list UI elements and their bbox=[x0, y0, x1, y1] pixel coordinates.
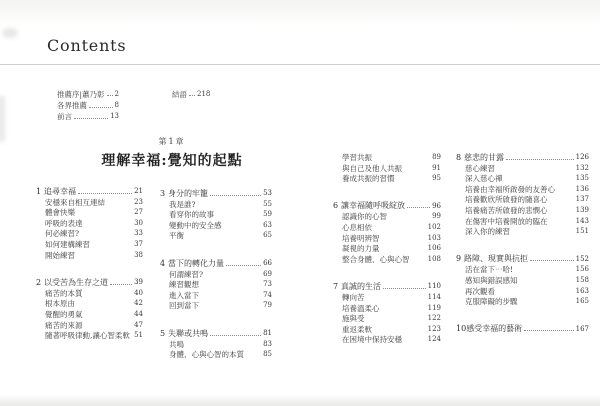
toc-column-1 bbox=[36, 185, 143, 340]
toc-item bbox=[333, 151, 441, 162]
toc-item bbox=[333, 221, 441, 232]
section-number: 6 bbox=[333, 201, 339, 211]
front-matter-label: 結語 bbox=[172, 89, 187, 99]
item-page: 40 bbox=[134, 288, 143, 297]
toc-item bbox=[36, 206, 143, 217]
item-page: 47 bbox=[134, 320, 143, 329]
item-page: 99 bbox=[432, 212, 441, 221]
item-label: 痛苦的本質 bbox=[45, 288, 83, 298]
dotted-leader bbox=[524, 330, 573, 331]
item-page: 158 bbox=[575, 276, 589, 285]
dotted-leader bbox=[506, 159, 574, 160]
item-label: 隨著呼吸律動,讓心智柔軟 bbox=[45, 331, 130, 341]
front-matter-entry bbox=[57, 98, 119, 109]
dotted-leader bbox=[530, 260, 574, 261]
toc-item bbox=[333, 172, 441, 183]
toc-item bbox=[160, 268, 272, 279]
item-label: 學習共振 bbox=[342, 153, 372, 163]
section-title: 感受幸福的藝術 bbox=[466, 324, 523, 334]
section-title: 失聯或共鳴 bbox=[168, 328, 208, 338]
toc-item bbox=[36, 227, 143, 238]
toc-item bbox=[456, 215, 589, 226]
chapter-heading bbox=[88, 136, 256, 170]
item-label: 心息相依 bbox=[342, 223, 372, 233]
item-label: 身體、心與心智的本質 bbox=[169, 350, 244, 360]
item-label: 慈心練習 bbox=[465, 163, 495, 173]
toc-item bbox=[36, 249, 143, 260]
toc-section bbox=[36, 185, 143, 259]
toc-item bbox=[36, 196, 143, 207]
item-label: 培養歡欣所啟發的隨喜心 bbox=[465, 195, 548, 205]
section-page: 167 bbox=[575, 324, 589, 333]
toc-item bbox=[333, 302, 441, 313]
toc-item bbox=[333, 232, 441, 243]
item-label: 我是誰? bbox=[169, 199, 196, 209]
front-matter-label: 前言 bbox=[57, 112, 72, 122]
item-label: 呼吸的表達 bbox=[45, 218, 83, 228]
item-page: 91 bbox=[432, 163, 441, 172]
dotted-leader bbox=[110, 284, 132, 285]
section-page: 21 bbox=[134, 187, 143, 196]
item-label: 感知與錯誤感知 bbox=[465, 276, 518, 286]
toc-item bbox=[333, 312, 441, 323]
toc-section bbox=[333, 151, 441, 183]
toc-section-heading bbox=[160, 257, 272, 268]
item-page: 151 bbox=[575, 227, 589, 236]
section-number: 1 bbox=[36, 186, 42, 196]
toc-item bbox=[36, 319, 143, 330]
item-page: 74 bbox=[263, 290, 272, 299]
item-label: 深入你的練習 bbox=[465, 227, 510, 237]
toc-item bbox=[36, 308, 143, 319]
section-title: 讓幸福隨呼吸綻放 bbox=[341, 201, 405, 211]
item-label: 活在當下⋯哈! bbox=[465, 265, 514, 275]
toc-item bbox=[36, 238, 143, 249]
item-label: 體會快樂 bbox=[45, 208, 75, 218]
item-label: 培養痛苦所啟發的悲憫心 bbox=[465, 206, 548, 216]
toc-item bbox=[160, 219, 272, 230]
item-label: 培養明辨智 bbox=[342, 233, 380, 243]
item-label: 何必練習? bbox=[45, 229, 80, 239]
item-page: 59 bbox=[263, 210, 272, 219]
item-page: 132 bbox=[575, 163, 589, 172]
item-page: 137 bbox=[575, 195, 589, 204]
item-page: 30 bbox=[134, 218, 143, 227]
item-label: 培養溫柔心 bbox=[342, 303, 380, 313]
item-page: 119 bbox=[427, 303, 441, 312]
toc-item bbox=[456, 204, 589, 215]
item-page: 38 bbox=[134, 250, 143, 259]
toc-section-heading bbox=[36, 185, 143, 196]
item-label: 施與受 bbox=[342, 314, 365, 324]
item-label: 痛苦的來源 bbox=[45, 320, 83, 330]
item-page: 73 bbox=[263, 280, 272, 289]
item-page: 27 bbox=[134, 208, 143, 217]
section-number: 4 bbox=[160, 258, 166, 268]
toc-item bbox=[160, 208, 272, 219]
section-title: 真誠的生活 bbox=[341, 281, 381, 291]
toc-item bbox=[333, 291, 441, 302]
toc-item bbox=[160, 229, 272, 240]
toc-section-heading bbox=[456, 253, 589, 264]
item-label: 進入當下 bbox=[169, 290, 199, 300]
toc-item bbox=[160, 299, 272, 310]
item-label: 重返柔軟 bbox=[342, 324, 372, 334]
item-page: 123 bbox=[427, 324, 441, 333]
toc-section bbox=[333, 280, 441, 344]
section-number: 7 bbox=[333, 281, 339, 291]
item-page: 55 bbox=[263, 199, 272, 208]
toc-item bbox=[333, 210, 441, 221]
section-number: 9 bbox=[456, 254, 462, 264]
toc-item bbox=[160, 198, 272, 209]
item-label: 養成共振的習慣 bbox=[342, 174, 395, 184]
front-matter-page: 218 bbox=[197, 89, 211, 98]
section-page: 96 bbox=[432, 201, 441, 210]
scan-smudge bbox=[2, 28, 18, 38]
toc-section-heading bbox=[36, 276, 143, 287]
section-page: 53 bbox=[263, 189, 272, 198]
toc-item bbox=[160, 278, 272, 289]
section-page: 66 bbox=[263, 259, 272, 268]
front-matter-page: 8 bbox=[114, 101, 119, 110]
toc-item bbox=[160, 289, 272, 300]
item-label: 平衡 bbox=[169, 231, 184, 241]
dotted-leader bbox=[407, 207, 430, 208]
item-label: 何謂練習? bbox=[169, 269, 204, 279]
toc-item bbox=[160, 338, 272, 349]
toc-item bbox=[456, 274, 589, 285]
item-page: 103 bbox=[427, 233, 441, 242]
toc-item bbox=[333, 253, 441, 264]
item-label: 開始練習 bbox=[45, 250, 75, 260]
chapter-title: 理解幸福:覺知的起點 bbox=[101, 153, 243, 169]
toc-item bbox=[456, 285, 589, 296]
item-page: 102 bbox=[427, 223, 441, 232]
front-matter-column-2 bbox=[172, 87, 210, 98]
toc-section-heading bbox=[456, 323, 589, 334]
toc-section-heading bbox=[333, 200, 441, 211]
item-label: 在困境中保持安穩 bbox=[342, 335, 402, 345]
item-page: 69 bbox=[263, 269, 272, 278]
item-page: 143 bbox=[575, 216, 589, 225]
item-label: 練習觀想 bbox=[169, 280, 199, 290]
toc-item bbox=[456, 295, 589, 306]
item-label: 看穿你的故事 bbox=[169, 210, 214, 220]
item-page: 63 bbox=[263, 220, 272, 229]
scan-top-shading bbox=[0, 0, 600, 26]
header-divider bbox=[0, 64, 600, 65]
section-title: 慈悲的甘露 bbox=[464, 152, 504, 162]
section-title: 路障、現實與抗拒 bbox=[464, 254, 528, 264]
toc-item bbox=[36, 297, 143, 308]
front-matter-entry bbox=[172, 87, 210, 98]
front-matter-label: 推薦序|蕭乃彰 bbox=[57, 89, 105, 99]
item-page: 42 bbox=[134, 299, 143, 308]
dotted-leader bbox=[383, 288, 426, 289]
scan-smudge bbox=[0, 96, 5, 142]
item-label: 覺醒的勇氣 bbox=[45, 310, 83, 320]
toc-item bbox=[333, 162, 441, 173]
item-page: 83 bbox=[263, 339, 272, 348]
section-title: 以受苦為生存之道 bbox=[44, 277, 108, 287]
toc-section bbox=[456, 323, 589, 334]
section-number: 3 bbox=[160, 188, 166, 198]
scan-bottom-shading bbox=[0, 394, 600, 406]
section-title: 當下的轉化力量 bbox=[168, 258, 224, 268]
toc-item bbox=[36, 287, 143, 298]
item-page: 89 bbox=[432, 153, 441, 162]
toc-item bbox=[36, 329, 143, 340]
section-page: 152 bbox=[575, 254, 589, 263]
item-page: 106 bbox=[427, 244, 441, 253]
item-page: 163 bbox=[575, 286, 589, 295]
toc-section bbox=[456, 151, 589, 236]
chapter-part-label: 第1章 bbox=[158, 137, 186, 146]
item-page: 23 bbox=[134, 197, 143, 206]
toc-item bbox=[456, 193, 589, 204]
dotted-leader bbox=[74, 118, 108, 119]
front-matter-entry bbox=[57, 87, 119, 98]
item-label: 轉向苦 bbox=[342, 293, 365, 303]
toc-item bbox=[456, 162, 589, 173]
toc-section bbox=[36, 276, 143, 340]
toc-section-heading bbox=[160, 327, 272, 338]
toc-item bbox=[456, 225, 589, 236]
front-matter-page: 13 bbox=[110, 112, 119, 121]
toc-item bbox=[456, 172, 589, 183]
toc-section bbox=[160, 187, 272, 240]
item-page: 156 bbox=[575, 265, 589, 274]
section-number: 2 bbox=[36, 277, 42, 287]
item-page: 165 bbox=[575, 297, 589, 306]
item-label: 回到當下 bbox=[169, 301, 199, 311]
page-title: Contents bbox=[47, 36, 127, 55]
item-page: 139 bbox=[575, 206, 589, 215]
item-label: 克服障礙的步驟 bbox=[465, 297, 518, 307]
item-label: 共鳴 bbox=[169, 339, 184, 349]
section-title: 追尋幸福 bbox=[44, 186, 76, 196]
item-label: 培養由幸福所啟發的友善心 bbox=[465, 184, 555, 194]
toc-item bbox=[456, 183, 589, 194]
item-page: 65 bbox=[263, 231, 272, 240]
front-matter-page: 2 bbox=[114, 89, 119, 98]
toc-item bbox=[333, 323, 441, 334]
toc-item bbox=[333, 333, 441, 344]
toc-column-3 bbox=[333, 151, 441, 344]
section-number: 5 bbox=[160, 328, 166, 338]
front-matter-label: 各界推薦 bbox=[57, 101, 87, 111]
item-label: 認識你的心智 bbox=[342, 212, 387, 222]
item-label: 安穩來自相互連結 bbox=[45, 197, 105, 207]
section-page: 110 bbox=[427, 282, 441, 291]
toc-item bbox=[36, 217, 143, 228]
front-matter-entry bbox=[57, 110, 119, 121]
item-label: 在傷害中培養開放的臨在 bbox=[465, 216, 548, 226]
section-number: 10 bbox=[456, 324, 467, 334]
item-label: 根本原由 bbox=[45, 299, 75, 309]
section-title: 身分的牢籠 bbox=[168, 188, 208, 198]
section-number: 8 bbox=[456, 152, 462, 162]
dotted-leader bbox=[89, 107, 113, 108]
toc-section bbox=[160, 257, 272, 310]
section-page: 126 bbox=[575, 153, 589, 162]
item-label: 整合身體、心與心智 bbox=[342, 254, 410, 264]
dotted-leader bbox=[210, 335, 261, 336]
item-page: 135 bbox=[575, 174, 589, 183]
toc-column-4 bbox=[456, 151, 589, 333]
toc-section-heading bbox=[456, 151, 589, 162]
item-page: 95 bbox=[432, 174, 441, 183]
toc-section bbox=[333, 200, 441, 264]
section-page: 81 bbox=[263, 329, 272, 338]
dotted-leader bbox=[210, 195, 261, 196]
item-page: 51 bbox=[134, 331, 143, 340]
item-page: 124 bbox=[427, 335, 441, 344]
item-label: 如何建構練習 bbox=[45, 240, 90, 250]
dotted-leader bbox=[189, 95, 195, 96]
section-page: 39 bbox=[134, 278, 143, 287]
item-page: 79 bbox=[263, 301, 272, 310]
toc-item bbox=[456, 263, 589, 274]
item-label: 深入慈心禪 bbox=[465, 174, 503, 184]
toc-section-heading bbox=[160, 187, 272, 198]
toc-section-heading bbox=[333, 280, 441, 291]
item-page: 33 bbox=[134, 229, 143, 238]
item-page: 114 bbox=[427, 293, 441, 302]
toc-column-2 bbox=[160, 187, 272, 359]
toc-section bbox=[160, 327, 272, 359]
item-page: 122 bbox=[427, 314, 441, 323]
front-matter-column-1 bbox=[57, 87, 119, 121]
item-page: 85 bbox=[263, 350, 272, 359]
dotted-leader bbox=[226, 265, 261, 266]
item-page: 108 bbox=[427, 254, 441, 263]
item-page: 37 bbox=[134, 240, 143, 249]
item-label: 變動中的安全感 bbox=[169, 220, 222, 230]
item-page: 44 bbox=[134, 310, 143, 319]
item-label: 與自己及他人共振 bbox=[342, 163, 402, 173]
dotted-leader bbox=[107, 95, 113, 96]
toc-section bbox=[456, 253, 589, 306]
toc-item bbox=[160, 348, 272, 359]
item-label: 再次觀看 bbox=[465, 286, 495, 296]
item-label: 凝視的力量 bbox=[342, 244, 380, 254]
toc-item bbox=[333, 242, 441, 253]
dotted-leader bbox=[78, 193, 132, 194]
item-page: 136 bbox=[575, 184, 589, 193]
